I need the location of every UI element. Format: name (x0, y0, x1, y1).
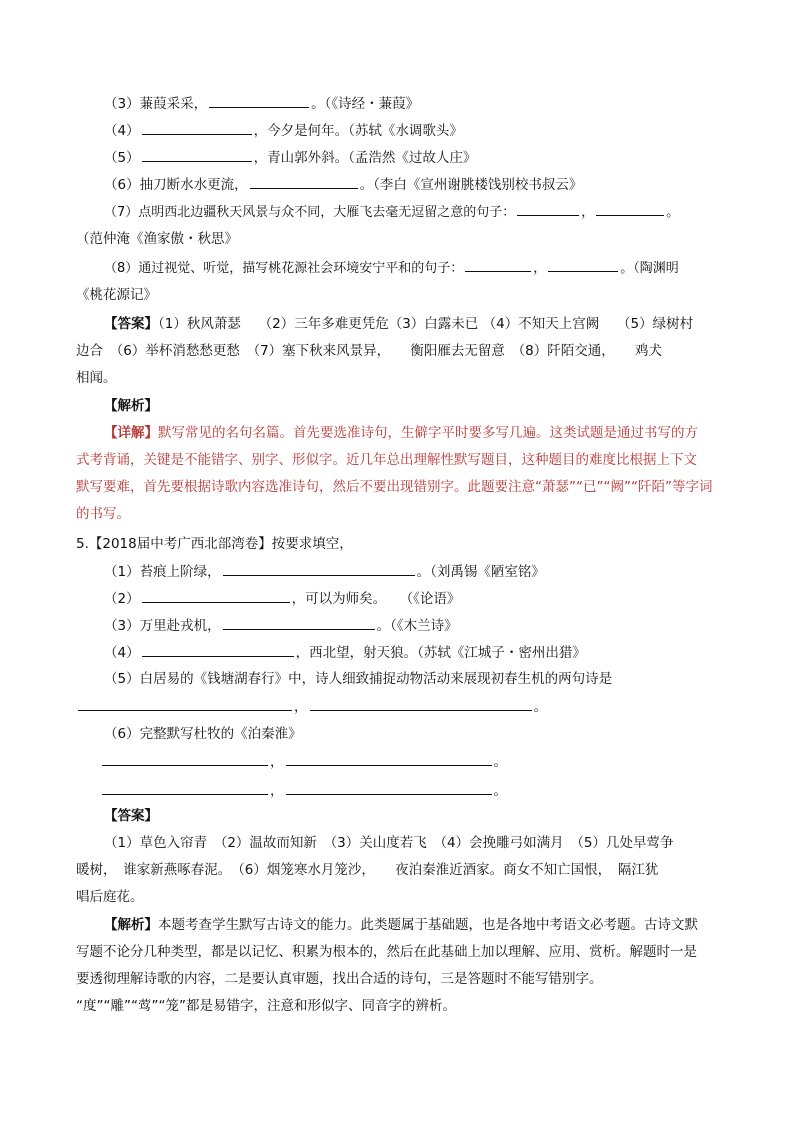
answer-text: 相闻。 (76, 370, 117, 386)
answer-blank[interactable] (596, 200, 664, 216)
analysis-line (76, 941, 726, 963)
question-title: 5.【2018届中考广西北部湾卷】按要求填空， (76, 536, 353, 552)
item-text: 苔痕上阶绿， (139, 564, 221, 580)
item-number: （3） (104, 96, 140, 112)
detail-text: 式考背诵，关键是不能错字、别字、形似字。近几年总出理解性默写题目，这种题目的难度比根据上下文 (76, 452, 697, 468)
item-text: （5）白居易的《钱塘湖春行》中，诗人细致捕捉动物活动来展现初春生机的两句诗是 (104, 671, 613, 687)
item-number: （4） (104, 123, 140, 139)
answer-line (76, 886, 726, 908)
item-source: ，青山郭外斜。（孟浩然《过故人庄》 (253, 150, 477, 166)
analysis-paragraph-5 (104, 914, 724, 936)
item-source: 。（陶渊明 (620, 261, 679, 276)
question-item-5-4 (104, 641, 724, 663)
answer-blank-row (100, 779, 750, 801)
answer-blank[interactable] (142, 119, 252, 135)
answer-blank[interactable] (142, 146, 252, 162)
detail-line (76, 503, 726, 525)
answer-blank-row (76, 695, 726, 717)
item-source: 。（《木兰诗》 (376, 618, 458, 634)
answer-text: （1）秋风萧瑟 （2）三年多难更凭危（3）白露未已 （4）不知天上宫阙 （5）绿树村 (158, 316, 694, 332)
separator: ， (581, 205, 595, 220)
item-source: 。（《诗经・蒹葭》 (311, 96, 420, 112)
item-text: （8）通过视觉、听觉，描写桃花源社会环境安宁平和的句子： (104, 261, 464, 276)
question-heading-5 (76, 533, 726, 555)
detail-text: 默写常见的名句名篇。首先要选准诗句，生僻字平时要多写几遍。这类试题是通过书写的方 (158, 425, 698, 441)
answer-blank[interactable] (517, 200, 579, 216)
answer-blank[interactable] (310, 695, 532, 711)
item-number: （6） (104, 177, 140, 193)
answer-blank[interactable] (223, 614, 375, 630)
item-end: 。 (493, 754, 507, 770)
item-text: 抽刀断水水更流， (139, 177, 248, 193)
detail-line (76, 449, 726, 471)
separator: ， (294, 699, 308, 715)
answer-blank[interactable] (102, 779, 268, 795)
analysis-line (76, 995, 726, 1017)
item-source: 。（李白《宣州谢朓楼饯别校书叔云》 (359, 177, 583, 193)
item-text: （6）完整默写杜牧的《泊秦淮》 (104, 726, 302, 742)
question-item-5-2 (104, 587, 724, 609)
answer-label: 【答案】 (104, 316, 158, 332)
analysis-label: 【解析】 (104, 917, 158, 933)
item-source: ，今夕是何年。（苏轼《水调歌头》 (253, 123, 463, 139)
answer-text: 唱后庭花。 (76, 889, 144, 905)
item-source: （范仲淹《渔家傲・秋思》 (76, 231, 238, 247)
item-source: 《桃花源记》 (76, 287, 157, 303)
detail-paragraph (104, 422, 724, 444)
detail-line (76, 476, 726, 498)
question-item-7 (104, 200, 724, 222)
item-number: （3） (104, 618, 140, 634)
answer-blank[interactable] (286, 779, 492, 795)
answer-blank[interactable] (78, 695, 292, 711)
item-source: 。（刘禹锡《陋室铭》 (416, 564, 545, 580)
answer-blank[interactable] (209, 92, 309, 108)
analysis-text: 本题考查学生默写古诗文的能力。此类题属于基础题，也是各地中考语文必考题。古诗文默 (158, 917, 698, 933)
question-item-5-3 (104, 614, 724, 636)
item-end: 。 (533, 699, 547, 715)
separator: ， (533, 261, 547, 276)
answer-blank[interactable] (223, 560, 415, 576)
separator: ， (270, 783, 284, 799)
question-item-8-source (76, 284, 726, 306)
question-item-6 (104, 173, 724, 195)
answer-line (76, 340, 726, 362)
analysis-label: 【解析】 (104, 398, 158, 414)
analysis-text: 要透彻理解诗歌的内容，二是要认真审题，找出合适的诗句，三是答题时不能写错别字。 (76, 971, 603, 987)
item-text: 万里赴戎机， (139, 618, 221, 634)
detail-label: 【详解】 (104, 425, 158, 441)
question-item-5-1 (104, 560, 724, 582)
answer-blank[interactable] (142, 641, 294, 657)
question-item-5-5 (104, 668, 724, 690)
answer-text: 边合 （6）举杯消愁愁更愁 （7）塞下秋来风景异， 衡阳雁去无留意 （8）阡陌交通， 鸡犬 (76, 343, 663, 359)
answer-line (76, 859, 726, 881)
item-end: 。 (666, 205, 680, 220)
detail-text: 的书写。 (76, 506, 130, 522)
answer-blank-row (100, 750, 750, 772)
answer-text: 暖树， 谁家新燕啄春泥。 （6）烟笼寒水月笼沙， 夜泊秦淮近酒家。商女不知亡国恨， 隔江犹 (76, 862, 659, 878)
analysis-line (76, 968, 726, 990)
answer-blank[interactable] (250, 173, 358, 189)
detail-text: 默写要难，首先要根据诗歌内容选准诗句，然后不要出现错别字。此题要注意“萧瑟”“已”“阙”“阡陌”等字词 (76, 479, 713, 495)
answer-blank[interactable] (142, 587, 290, 603)
analysis-text: 写题不论分几种类型，都是以记忆、积累为根本的，然后在此基础上加以理解、应用、赏析。解题时一是 (76, 944, 697, 960)
answer-heading-5 (104, 805, 724, 827)
question-item-8 (104, 256, 724, 278)
analysis-text: “度”“雕”“莺”“笼”都是易错字，注意和形似字、同音字的辨析。 (76, 998, 456, 1014)
answer-block-4 (104, 313, 724, 335)
question-item-5 (104, 146, 724, 168)
question-item-4 (104, 119, 724, 141)
item-number: （2） (104, 591, 140, 607)
item-number: （4） (104, 645, 140, 661)
item-number: （5） (104, 150, 140, 166)
answer-line (76, 367, 726, 389)
question-item-5-6 (104, 723, 724, 745)
question-item-7-source (76, 228, 726, 250)
item-text: 蒹葭采采， (139, 96, 208, 112)
answer-line (104, 832, 724, 854)
answer-blank[interactable] (548, 256, 618, 272)
separator: ， (270, 754, 284, 770)
question-item-3 (104, 92, 724, 114)
item-source: ，西北望，射天狼。（苏轼《江城子・密州出猎》 (295, 645, 586, 661)
item-source: ，可以为师矣。 （《论语》 (291, 591, 461, 607)
answer-blank[interactable] (102, 750, 268, 766)
answer-label: 【答案】 (104, 808, 158, 824)
answer-blank[interactable] (286, 750, 492, 766)
item-number: （1） (104, 564, 140, 580)
item-text: （7）点明西北边疆秋天风景与众不同，大雁飞去毫无逗留之意的句子： (104, 205, 516, 220)
answer-text: （1）草色入帘青 （2）温故而知新 （3）关山度若飞 （4）会挽雕弓如满月 （5）几处早莺争 (104, 835, 674, 851)
item-end: 。 (493, 783, 507, 799)
analysis-heading-4 (104, 395, 724, 417)
answer-blank[interactable] (465, 256, 531, 272)
